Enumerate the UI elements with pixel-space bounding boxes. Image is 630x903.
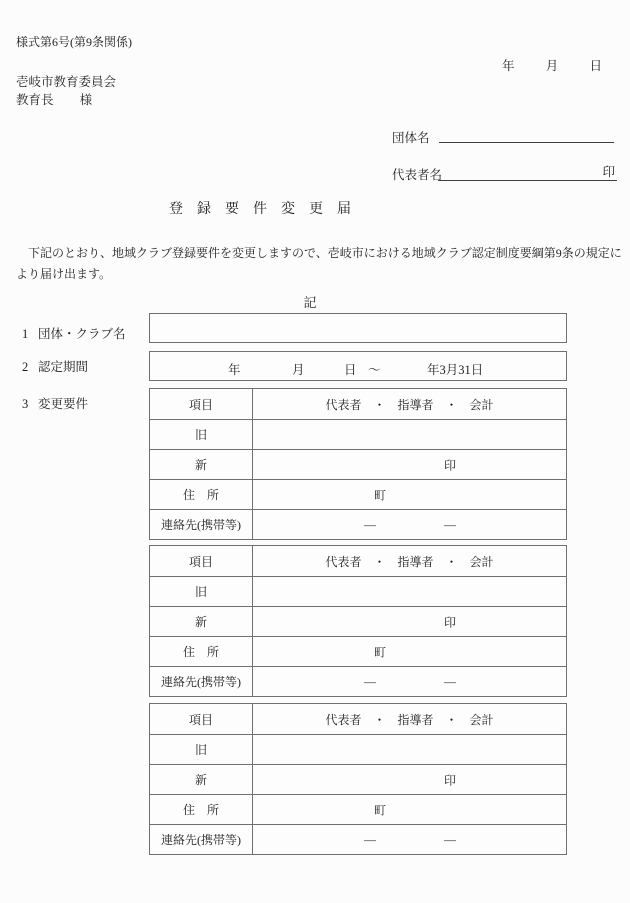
new-value-cell[interactable] [253,450,566,479]
row-label-item: 項目 [150,704,253,734]
row-label-address: 住 所 [150,480,253,509]
item-2-text: 認定期間 [38,360,89,374]
item-options-cell[interactable]: 代表者 ・ 指導者 ・ 会計 [325,554,494,569]
row-label-address: 住 所 [150,795,253,824]
new-value-cell[interactable] [253,607,566,636]
group-name-input-line[interactable] [439,117,614,143]
new-value-cell[interactable] [253,765,566,794]
table-row [150,704,566,734]
table-row [150,606,566,636]
change-requirement-table-2 [149,545,567,697]
seal-mark: 印 [444,615,457,629]
item-1-text: 団体・クラブ名 [38,327,126,341]
row-label-new: 新 [150,450,253,479]
seal-mark: 印 [444,458,457,472]
seal-mark: 印 [444,773,457,787]
table-row [150,479,566,509]
contact-cell[interactable] [253,510,566,539]
table-row [150,824,566,854]
address-cell[interactable] [253,480,566,509]
date-day-label: 日 [589,59,602,73]
row-label-item: 項目 [150,546,253,576]
table-row [150,636,566,666]
period-tilde: ～ [368,363,381,377]
addressee-line [16,90,92,108]
phone-dash: ― [444,674,456,688]
certification-period-box[interactable] [149,351,567,381]
table-row [150,509,566,539]
change-requirement-table-3 [149,703,567,855]
row-label-new: 新 [150,765,253,794]
ki-heading: 記 [303,295,317,310]
addressee-honorific: 様 [79,93,93,107]
town-suffix: 町 [374,488,387,502]
table-row [150,764,566,794]
period-day-label: 日 [344,363,357,377]
table-row [150,734,566,764]
table-row [150,546,566,576]
address-cell[interactable] [253,637,566,666]
old-value-cell[interactable] [253,735,566,764]
phone-dash: ― [364,517,376,531]
item-options-cell[interactable]: 代表者 ・ 指導者 ・ 会計 [325,712,494,727]
phone-dash: ― [364,674,376,688]
representative-name-input-line[interactable] [438,155,617,181]
table-row [150,666,566,696]
item-2-label [22,357,88,375]
item-3-text: 変更要件 [38,397,89,411]
period-end-date: 年3月31日 [427,363,484,377]
row-label-address: 住 所 [150,637,253,666]
row-label-old: 旧 [150,735,253,764]
item-3-number: 3 [22,397,29,411]
contact-cell[interactable] [253,825,566,854]
seal-mark: 印 [602,165,615,180]
period-year-label: 年 [228,363,241,377]
addressee-organization: 壱岐市教育委員会 [16,75,117,89]
date-line [502,56,602,74]
row-label-old: 旧 [150,577,253,606]
row-label-item: 項目 [150,389,253,419]
table-row [150,449,566,479]
town-suffix: 町 [374,645,387,659]
date-year-label: 年 [502,59,515,73]
table-row [150,419,566,449]
row-label-new: 新 [150,607,253,636]
change-requirement-table-1 [149,388,567,540]
group-name-label: 団体名 [392,131,430,145]
old-value-cell[interactable] [253,577,566,606]
body-text-line-2: より届け出ます。 [16,267,112,281]
address-cell[interactable] [253,795,566,824]
table-row [150,576,566,606]
representative-name-label: 代表者名 [392,168,443,182]
form-number: 様式第6号(第9条関係) [16,35,132,49]
old-value-cell[interactable] [253,420,566,449]
body-text-line-1: 下記のとおり、地域クラブ登録要件を変更しますので、壱岐市における地域クラブ認定制度要綱第9条の規定に [16,246,622,260]
document-title: 登 録 要 件 変 更 届 [169,202,351,217]
period-month-label: 月 [292,363,305,377]
date-month-label: 月 [545,59,559,73]
addressee-title: 教育長 [16,93,54,107]
row-label-contact: 連絡先(携帯等) [150,510,253,539]
phone-dash: ― [364,832,376,846]
phone-dash: ― [444,832,456,846]
table-row [150,794,566,824]
item-2-number: 2 [22,360,29,374]
row-label-old: 旧 [150,420,253,449]
row-label-contact: 連絡先(携帯等) [150,825,253,854]
item-1-number: 1 [22,327,29,341]
town-suffix: 町 [374,803,387,817]
contact-cell[interactable] [253,667,566,696]
item-3-label [22,394,88,412]
phone-dash: ― [444,517,456,531]
item-options-cell[interactable]: 代表者 ・ 指導者 ・ 会計 [325,397,494,412]
row-label-contact: 連絡先(携帯等) [150,667,253,696]
club-name-input-box[interactable] [149,313,567,343]
table-row [150,389,566,419]
item-1-label [22,324,126,342]
